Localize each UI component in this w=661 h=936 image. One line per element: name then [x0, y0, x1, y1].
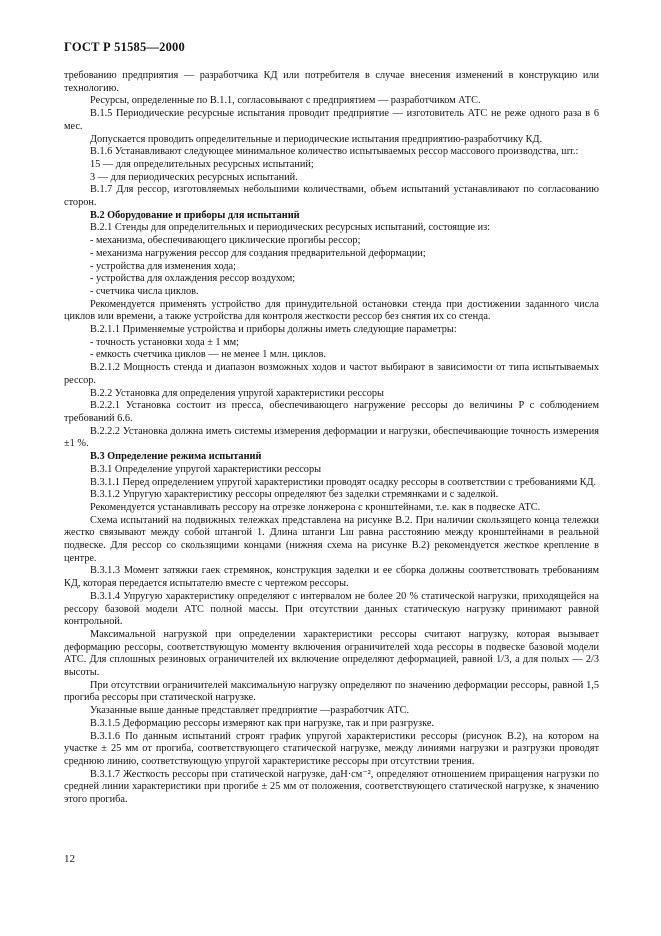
- section-heading: В.2 Оборудование и приборы для испытаний: [90, 209, 300, 221]
- paragraph: В.2.1 Стенды для определительных и периодических ресурсных испытаний, состоящие из:: [90, 222, 491, 234]
- paragraph: В.3.1.6 По данным испытаний строят график упругой характеристики рессоры (рисунок В.2), на котором на участке ± 25 мм от прогиба, соответствующего статической нагрузке, между линиями нагрузки и разгрузки проводят среднюю линию, соответствующую упругой характеристике рессоры при отсутствии трения.: [64, 730, 599, 767]
- paragraph: Указанные выше данные представляет предприятие —разработчик АТС.: [90, 705, 410, 717]
- paragraph: 15 — для определительных ресурсных испытаний;: [90, 158, 314, 170]
- paragraph: Рекомендуется применять устройство для принудительной остановки стенда при достижении заданного числа циклов или времени, а также устройства для контроля жесткости рессор без снятия их со стенда.: [64, 298, 599, 323]
- paragraph: Максимальной нагрузкой при определении характеристики рессоры считают нагрузку, которая вызывает деформацию рессоры, соответствующую моменту включения ограничителей хода рессоры в подвеске базовой модели АТС. Для сплошных резиновых ограничителей их включение определяют деформацией, равной 1/3, а для полых — 2/3 высоты.: [64, 628, 599, 679]
- paragraph: В.3.1.4 Упругую характеристику определяют с интервалом не более 20 % статической нагрузки, приходящейся на рессору базовой модели АТС полной массы. При отсутствии данных статическую нагрузку принимают равной контрольной.: [64, 590, 599, 628]
- paragraph: В.2.1.2 Мощность стенда и диапазон возможных ходов и частот выбирают в зависимости от типа испытываемых рессор.: [64, 362, 599, 386]
- paragraph: В.2.2.1 Установка состоит из пресса, обеспечивающего нагружение рессоры до величины P с соблюдением требований 6.6.: [64, 400, 599, 424]
- section-heading: В.3 Определение режима испытаний: [90, 451, 262, 463]
- paragraph: В.1.6 Устанавливают следующее минимальное количество испытываемых рессор массового производства, шт.:: [90, 146, 579, 158]
- paragraph: При отсутствии ограничителей максимальную нагрузку определяют по значению деформации рессоры, равной 1,5 прогиба рессоры при статической нагрузке.: [64, 679, 599, 704]
- paragraph: - счетчика числа циклов.: [90, 285, 199, 297]
- paragraph: В.3.1.3 Момент затяжки гаек стремянок, конструкция заделки и ее сборка должны соответствовать требованиям КД, которая передается испытателю вместе с чертежом рессоры.: [64, 565, 599, 590]
- paragraph: В.1.5 Периодические ресурсные испытания проводит предприятие — изготовитель АТС не реже одного раза в 6 мес.: [64, 108, 599, 132]
- paragraph: Допускается проводить определительные и периодические испытания предприятию-разработчику КД.: [90, 133, 543, 145]
- paragraph: В.3.1.7 Жесткость рессоры при статической нагрузке, даН·см⁻², определяют отношением приращения нагрузки по средней линии характеристики при прогибе ± 25 мм от положения, соответствующего статической нагрузке, к значению этого прогиба.: [64, 768, 599, 806]
- page-number: 12: [64, 853, 75, 865]
- paragraph: Ресурсы, определенные по В.1.1, согласовывают с предприятием — разработчиком АТС.: [90, 95, 481, 107]
- paragraph: - устройства для охлаждения рессор воздухом;: [90, 273, 296, 285]
- paragraph: В.2.2.2 Установка должна иметь системы измерения деформации и нагрузки, обеспечивающие точность измерения ±1 %.: [64, 425, 599, 450]
- document-body: [64, 70, 599, 807]
- paragraph: 3 — для периодических ресурсных испытаний.: [90, 171, 298, 183]
- paragraph: Рекомендуется устанавливать рессору на отрезке лонжерона с кронштейнами, т.е. как в подвеске АТС.: [90, 501, 541, 513]
- paragraph: В.3.1.5 Деформацию рессоры измеряют как при нагрузке, так и при разгрузке.: [90, 717, 434, 729]
- paragraph: - точность установки хода ± 1 мм;: [90, 336, 240, 348]
- page-header-standard-number: ГОСТ Р 51585—2000: [64, 40, 185, 54]
- paragraph: требованию предприятия — разработчика КД или потребителя в случае внесения изменений в конструкцию или технологию.: [64, 70, 599, 94]
- paragraph: - емкость счетчика циклов — не менее 1 млн. циклов.: [90, 349, 326, 361]
- paragraph: В.3.1 Определение упругой характеристики рессоры: [90, 463, 322, 475]
- paragraph: Схема испытаний на подвижных тележках представлена на рисунке В.2. При наличии скользящего конца тележки жестко связывают между собой штангой 1. Длина штанги Lш равна расстоянию между кронштейнами в реальной подвеске. Для рессор со скользящими концами (нижняя схема на рисунке В.2) рекомендуется жесткое крепление в центре.: [64, 514, 599, 564]
- paragraph: В.3.1.2 Упругую характеристику рессоры определяют без заделки стремянками и с заделкой.: [90, 489, 499, 501]
- paragraph: - механизма нагружения рессор для создания предварительной деформации;: [90, 247, 426, 259]
- paragraph: В.1.7 Для рессор, изготовляемых небольшими количествами, объем испытаний устанавливают по согласованию сторон.: [64, 184, 599, 209]
- paragraph: В.2.1.1 Применяемые устройства и приборы должны иметь следующие параметры:: [90, 324, 457, 336]
- paragraph: - механизма, обеспечивающего циклические прогибы рессор;: [90, 235, 361, 247]
- paragraph: В.2.2 Установка для определения упругой характеристики рессоры: [90, 387, 384, 399]
- paragraph: В.3.1.1 Перед определением упругой характеристики проводят осадку рессоры в соответствии с требованиями КД.: [90, 476, 597, 488]
- paragraph: - устройства для изменения хода;: [90, 260, 236, 272]
